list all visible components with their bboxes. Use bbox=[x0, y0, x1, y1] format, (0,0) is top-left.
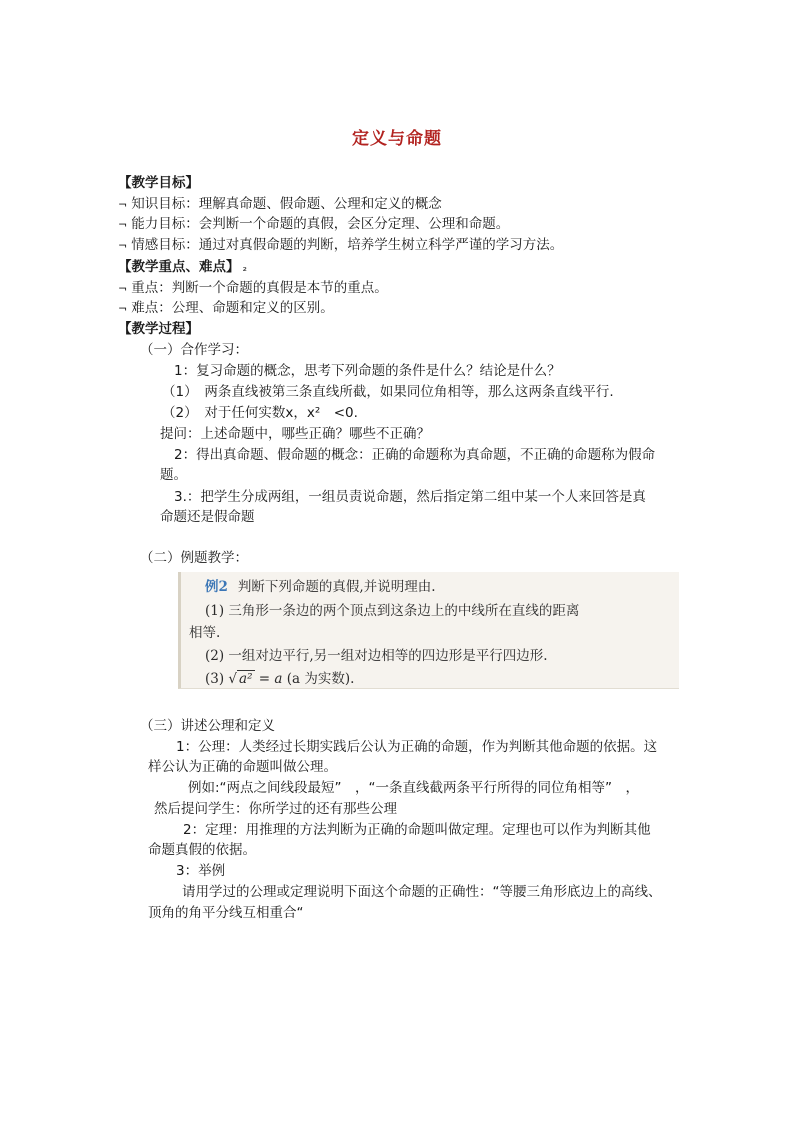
axiom-line2: 样公认为正确的命题叫做公理。 bbox=[148, 759, 337, 775]
bullet-icon: ¬ bbox=[118, 282, 128, 295]
part1-item1: （1） 两条直线被第三条直线所截，如果同位角相等，那么这两条直线平行. bbox=[162, 384, 614, 400]
example-prompt: 判断下列命题的真假,并说明理由. bbox=[237, 579, 436, 595]
example-equation: = a bbox=[258, 671, 283, 687]
part1-heading: （一）合作学习： bbox=[140, 342, 248, 358]
theorem-line1: 2：定理：用推理的方法判断为正确的命题叫做定理。定理也可以作为判断其他 bbox=[183, 822, 651, 838]
example-item1: (1) 三角形一条边的两个顶点到这条边上的中线所在直线的距离 bbox=[205, 603, 580, 619]
key-point-focus: ¬ 重点：判断一个命题的真假是本节的重点。 bbox=[118, 280, 388, 296]
objective-emotion: ¬ 情感目标：通过对真假命题的判断，培养学生树立科学严谨的学习方法。 bbox=[118, 237, 564, 253]
example-item2: (2) 一组对边平行,另一组对边相等的四边形是平行四边形. bbox=[205, 648, 548, 664]
part1-question2-line1: 2：得出真命题、假命题的概念：正确的命题称为真命题，不正确的命题称为假命 bbox=[174, 447, 656, 463]
key-point-difficulty: ¬ 难点：公理、命题和定义的区别。 bbox=[118, 300, 334, 316]
exercise-line1: 请用学过的公理或定理说明下面这个命题的正确性：“等腰三角形底边上的高线、 bbox=[182, 884, 662, 900]
tiny-mark: ₂ bbox=[242, 263, 247, 274]
objective-knowledge: ¬ 知识目标：理解真命题、假命题、公理和定义的概念 bbox=[118, 196, 442, 212]
objectives-heading: 【教学目标】 bbox=[118, 175, 199, 191]
part3-heading: （三）讲述公理和定义 bbox=[140, 718, 275, 734]
axiom-example-line1: 例如:“两点之间线段最短” ，“一条直线截两条平行所得的同位角相等” ， bbox=[188, 780, 640, 796]
axiom-example-line2: 然后提问学生：你所学过的还有那些公理 bbox=[154, 801, 397, 817]
bullet-icon: ¬ bbox=[118, 239, 128, 252]
bullet-icon: ¬ bbox=[118, 302, 128, 315]
example-image-box bbox=[178, 572, 679, 689]
axiom-line1: 1：公理：人类经过长期实践后公认为正确的命题，作为判断其他命题的依据。这 bbox=[176, 739, 658, 755]
theorem-line2: 命题真假的依据。 bbox=[148, 842, 256, 858]
process-heading: 【教学过程】 bbox=[118, 321, 199, 337]
example-heading: 3：举例 bbox=[176, 863, 226, 879]
page-title: 定义与命题 bbox=[352, 129, 442, 149]
example-label: 例2 bbox=[205, 579, 228, 595]
part1-ask: 提问：上述命题中，哪些正确？哪些不正确？ bbox=[160, 426, 430, 442]
part2-heading: （二）例题教学： bbox=[140, 550, 248, 566]
exercise-line2: 顶角的角平分线互相重合“ bbox=[148, 905, 304, 921]
key-points-heading: 【教学重点、难点】 ₂ bbox=[118, 259, 247, 275]
example-title-row bbox=[205, 575, 436, 595]
part1-question2-line2: 题。 bbox=[160, 467, 187, 483]
part1-question3-line1: 3.：把学生分成两组，一组员责说命题，然后指定第二组中某一个人来回答是真 bbox=[174, 489, 646, 505]
example-item1-cont: 相等. bbox=[189, 625, 221, 641]
objective-ability: ¬ 能力目标：会判断一个命题的真假，会区分定理、公理和命题。 bbox=[118, 216, 510, 232]
part1-question1: 1：复习命题的概念，思考下列命题的条件是什么？结论是什么？ bbox=[174, 363, 561, 379]
bullet-icon: ¬ bbox=[118, 218, 128, 231]
example-item3: (3) √ a² = a (a 为实数). bbox=[205, 671, 355, 687]
part1-question3-line2: 命题还是假命题 bbox=[160, 509, 255, 525]
sqrt-symbol-icon: √ bbox=[228, 671, 238, 687]
part1-item2: （2） 对于任何实数x，x² <0. bbox=[162, 405, 358, 421]
example-radicand: a² bbox=[239, 671, 253, 687]
example-note: (a 为实数). bbox=[286, 671, 355, 687]
bullet-icon: ¬ bbox=[118, 198, 128, 211]
